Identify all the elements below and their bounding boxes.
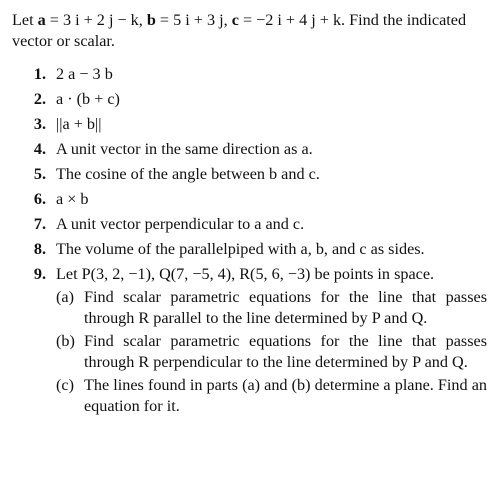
exercise-text: a · (b + c): [56, 90, 120, 108]
sub-exercise-c: [56, 375, 487, 417]
exercise-item: [12, 214, 487, 235]
exercise-text: A unit vector in the same direction as a.: [56, 140, 313, 158]
vector-c-symbol: c: [231, 11, 239, 29]
intro-paragraph: [12, 10, 487, 52]
exercise-item: [12, 164, 487, 185]
exercise-item: [12, 264, 487, 417]
exercise-number: 3.: [33, 115, 46, 133]
exercise-number: 6.: [33, 190, 46, 208]
exercise-number: 8.: [33, 240, 46, 258]
exercise-text: ||a + b||: [56, 115, 102, 133]
exercise-number: 7.: [33, 215, 46, 233]
exercise-text: The cosine of the angle between b and c.: [56, 165, 320, 183]
sub-exercise-b: [56, 331, 487, 373]
exercise-item: [12, 239, 487, 260]
exercise-number: 5.: [33, 165, 46, 183]
exercise-body: [56, 264, 487, 417]
vector-a-definition: = 3 i + 2 j − k,: [45, 11, 147, 29]
exercise-item: [12, 89, 487, 110]
exercise-list: [12, 64, 487, 417]
exercise-item: [12, 64, 487, 85]
exercise-number: 4.: [33, 140, 46, 158]
exercise-number: 9.: [33, 265, 46, 283]
exercise-item: [12, 114, 487, 135]
vector-b-symbol: b: [146, 11, 156, 29]
exercise-item: [12, 139, 487, 160]
sub-exercise-text: The lines found in parts (a) and (b) determine a plane. Find an equation for it.: [84, 376, 487, 415]
sub-exercise-text: Find scalar parametric equations for the line that passes through R perpendicular to the line determined by P and Q.: [84, 332, 487, 371]
exercise-number: 1.: [33, 65, 46, 83]
vector-b-definition: = 5 i + 3 j,: [155, 11, 232, 29]
exercise-item: [12, 189, 487, 210]
exercise-text: 2 a − 3 b: [56, 65, 113, 83]
exercise-text: The volume of the parallelpiped with a, b, and c as sides.: [56, 240, 425, 258]
sub-exercise-a: [56, 287, 487, 329]
exercise-number: 2.: [33, 90, 46, 108]
exercise-text: a × b: [56, 190, 89, 208]
vector-a-symbol: a: [37, 11, 46, 29]
intro-let: Let: [12, 11, 34, 29]
sub-exercise-text: Find scalar parametric equations for the line that passes through R parallel to the line determined by P and Q.: [84, 288, 487, 327]
sub-exercise-label: (c): [56, 376, 74, 394]
exercise-text: Let P(3, 2, −1), Q(7, −5, 4), R(5, 6, −3) be points in space.: [56, 265, 435, 283]
sub-exercise-label: (a): [56, 288, 74, 306]
vector-c-definition: = −2 i + 4 j + k. Find the indicated vector or scalar.: [12, 11, 467, 50]
sub-exercise-label: (b): [56, 332, 75, 350]
exercise-text: A unit vector perpendicular to a and c.: [56, 215, 305, 233]
